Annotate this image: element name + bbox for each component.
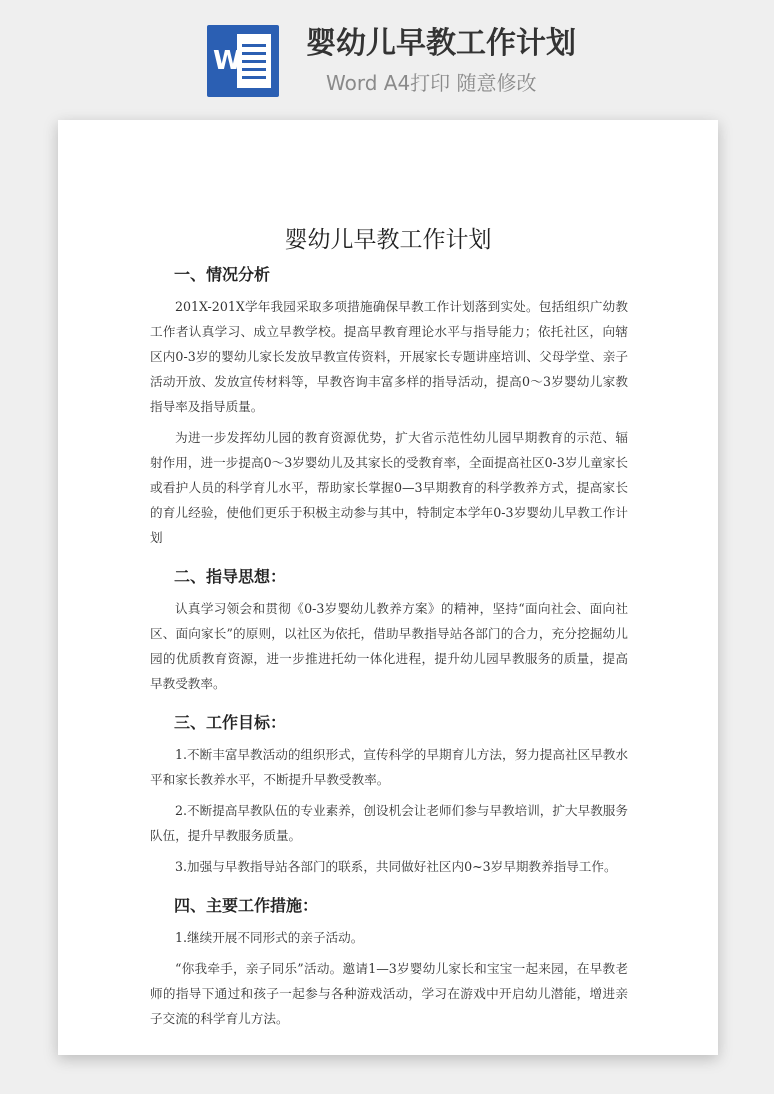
document-body	[150, 260, 628, 1037]
preview-header	[0, 0, 774, 110]
word-document-icon	[207, 25, 279, 97]
paragraph: 认真学习领会和贯彻《0-3岁婴幼儿教养方案》的精神，坚持“面向社会、面向社区、面向家长”的原则，以社区为依托，借助早教指导站各部门的合力，充分挖掘幼儿园的优质教育资源，进一步推进托幼一体化进程，提升幼儿园早教服务的质量，提高早教受教率。	[150, 601, 628, 691]
header-subtitle: Word A4打印 随意修改	[326, 71, 537, 95]
section-heading: 一、情况分析	[174, 265, 271, 284]
document-page	[58, 120, 718, 1055]
section-work-goals	[150, 708, 628, 879]
paragraph: 3.加强与早教指导站各部门的联系，共同做好社区内0~3岁早期教养指导工作。	[175, 859, 617, 874]
paragraph: 1.不断丰富早教活动的组织形式，宣传科学的早期育儿方法，努力提高社区早教水平和家长教养水平，不断提升早教受教率。	[150, 747, 628, 787]
section-guiding-ideology	[150, 562, 628, 696]
paragraph: 为进一步发挥幼儿园的教育资源优势，扩大省示范性幼儿园早期教育的示范、辐射作用，进一步提高0～3岁婴幼儿及其家长的受教育率，全面提高社区0-3岁儿童家长或看护人员的科学育儿水平，帮助家长掌握0—3早期教育的科学教养方式，提高家长的育儿经验，使他们更乐于积极主动参与其中，特制定本学年0-3岁婴幼儿早教工作计划	[150, 430, 628, 545]
section-heading: 三、工作目标：	[174, 713, 287, 732]
paragraph: “你我牵手，亲子同乐”活动。邀请1—3岁婴幼儿家长和宝宝一起来园，在早教老师的指导下通过和孩子一起参与各种游戏活动，学习在游戏中开启幼儿潜能，增进亲子交流的科学育儿方法。	[150, 961, 628, 1026]
paragraph: 2.不断提高早教队伍的专业素养，创设机会让老师们参与早教培训，扩大早教服务队伍，提升早教服务质量。	[150, 803, 628, 843]
header-title: 婴幼儿早教工作计划	[306, 26, 576, 61]
section-main-measures	[150, 891, 628, 1031]
section-heading: 四、主要工作措施：	[174, 896, 319, 915]
paragraph: 201X-201X学年我园采取多项措施确保早教工作计划落到实处。包括组织广幼教工作者认真学习、成立早教学校。提高早教育理论水平与指导能力；依托社区，向辖区内0-3岁的婴幼儿家长发放早教宣传资料，开展家长专题讲座培训、父母学堂、亲子活动开放、发放宣传材料等，早教咨询丰富多样的指导活动，提高0～3岁婴幼儿家教指导率及指导质量。	[150, 299, 628, 414]
paragraph: 1.继续开展不同形式的亲子活动。	[175, 930, 364, 945]
icon-letter: W	[213, 46, 242, 76]
section-situation-analysis	[150, 260, 628, 550]
document-title: 婴幼儿早教工作计划	[284, 227, 492, 253]
section-heading: 二、指导思想：	[174, 567, 287, 586]
